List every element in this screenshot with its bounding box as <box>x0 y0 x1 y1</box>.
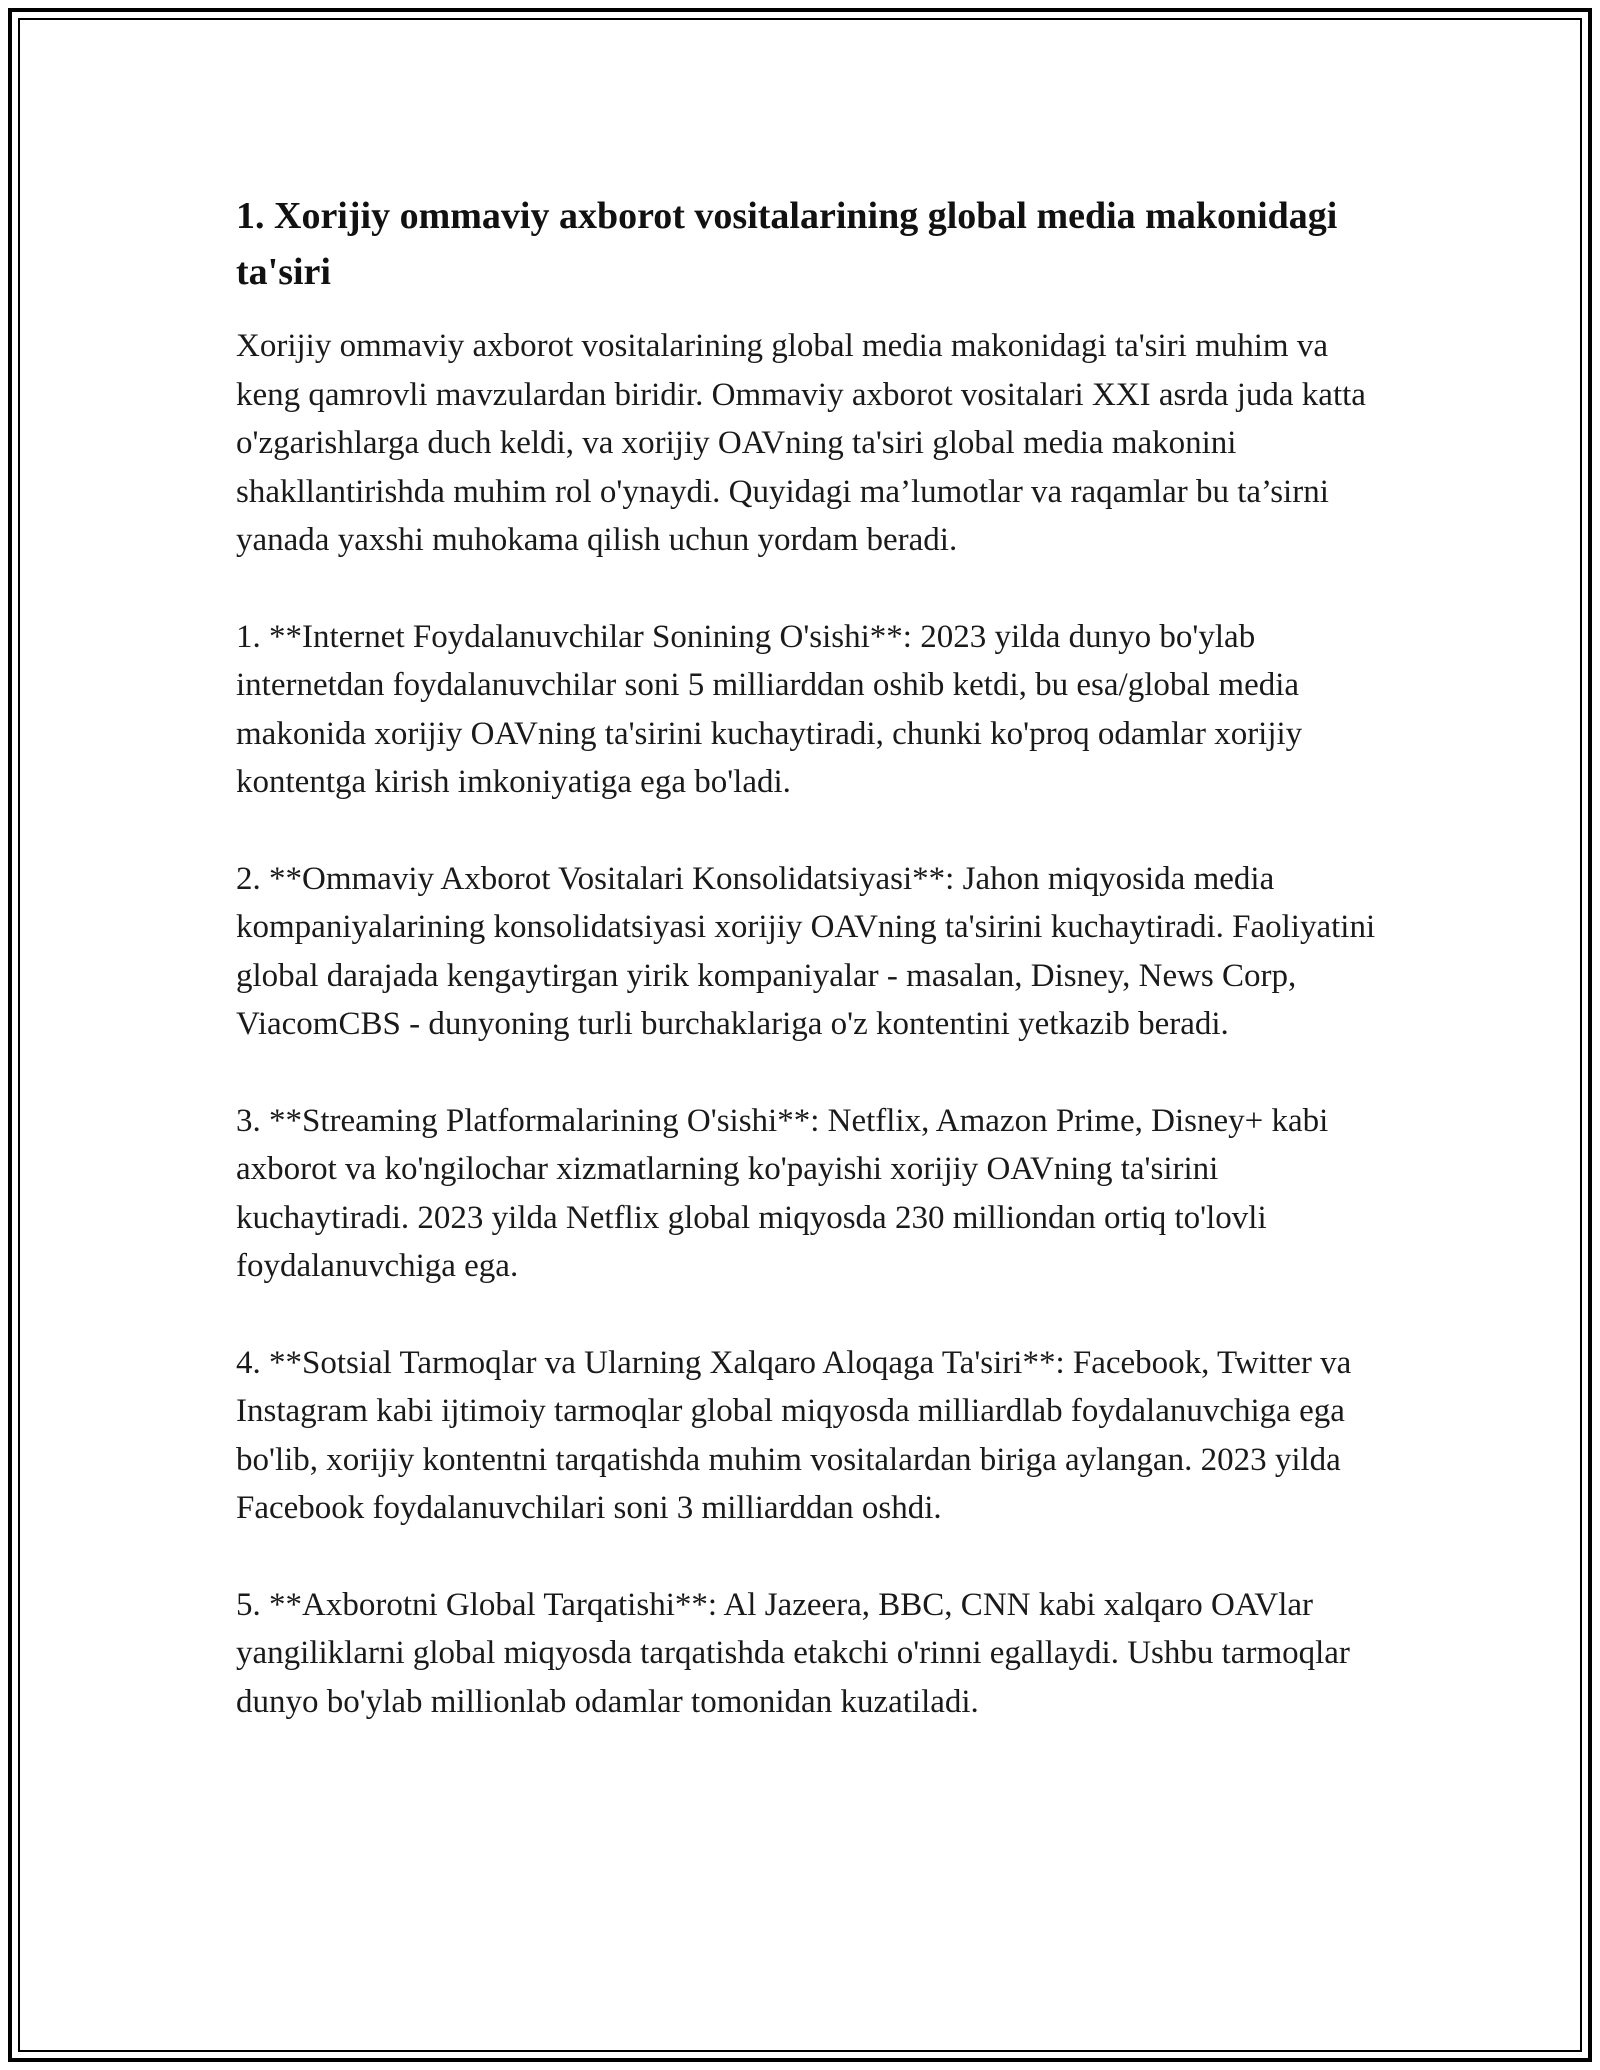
list-item: 1. **Internet Foydalanuvchilar Sonining O'sishi**: 2023 yilda dunyo bo'ylab internetdan foydalanuvchilar soni 5 milliarddan oshib ketdi, bu esa/global media makonida xorijiy OAVning ta'sirini kuchaytiradi, chunki ko'proq odamlar xorijiy kontentga kirish imkoniyatiga ega bo'ladi. <box>236 618 1303 800</box>
document-body <box>236 188 1386 1774</box>
list-item: 5. **Axborotni Global Tarqatishi**: Al Jazeera, BBC, CNN kabi xalqaro OAVlar yangiliklarni global miqyosda tarqatishda etakchi o'rinni egallaydi. Ushbu tarmoqlar dunyo bo'ylab millionlab odamlar tomonidan kuzatiladi. <box>236 1586 1350 1720</box>
list-item: 4. **Sotsial Tarmoqlar va Ularning Xalqaro Aloqaga Ta'siri**: Facebook, Twitter va Instagram kabi ijtimoiy tarmoqlar global miqyosda milliardlab foydalanuvchiga ega bo'lib, xorijiy kontentni tarqatishda muhim vositalardan biriga aylangan. 2023 yilda Facebook foydalanuvchilari soni 3 milliarddan oshdi. <box>236 1344 1352 1526</box>
list-item: 3. **Streaming Platformalarining O'sishi**: Netflix, Amazon Prime, Disney+ kabi axborot va ko'ngilochar xizmatlarning ko'payishi xorijiy OAVning ta'sirini kuchaytiradi. 2023 yilda Netflix global miqyosda 230 milliondan ortiq to'lovli foydalanuvchiga ega. <box>236 1102 1329 1284</box>
list-item: 2. **Ommaviy Axborot Vositalari Konsolidatsiyasi**: Jahon miqyosida media kompaniyalarining konsolidatsiyasi xorijiy OAVning ta'sirini kuchaytiradi. Faoliyatini global darajada kengaytirgan yirik kompaniyalar - masalan, Disney, News Corp, ViacomCBS - dunyoning turli burchaklariga o'z kontentini yetkazib beradi. <box>236 860 1376 1042</box>
intro-paragraph: Xorijiy ommaviy axborot vositalarining global media makonidagi ta'siri muhim va keng qamrovli mavzulardan biridir. Ommaviy axborot vositalari XXI asrda juda katta o'zgarishlarga duch keldi, va xorijiy OAVning ta'siri global media makonini shakllantirishda muhim rol o'ynaydi. Quyidagi ma’lumotlar va raqamlar bu ta’sirni yanada yaxshi muhokama qilish uchun yordam beradi. <box>236 328 1366 558</box>
document-title: 1. Xorijiy ommaviy axborot vositalarining global media makonidagi ta'siri <box>236 195 1338 293</box>
